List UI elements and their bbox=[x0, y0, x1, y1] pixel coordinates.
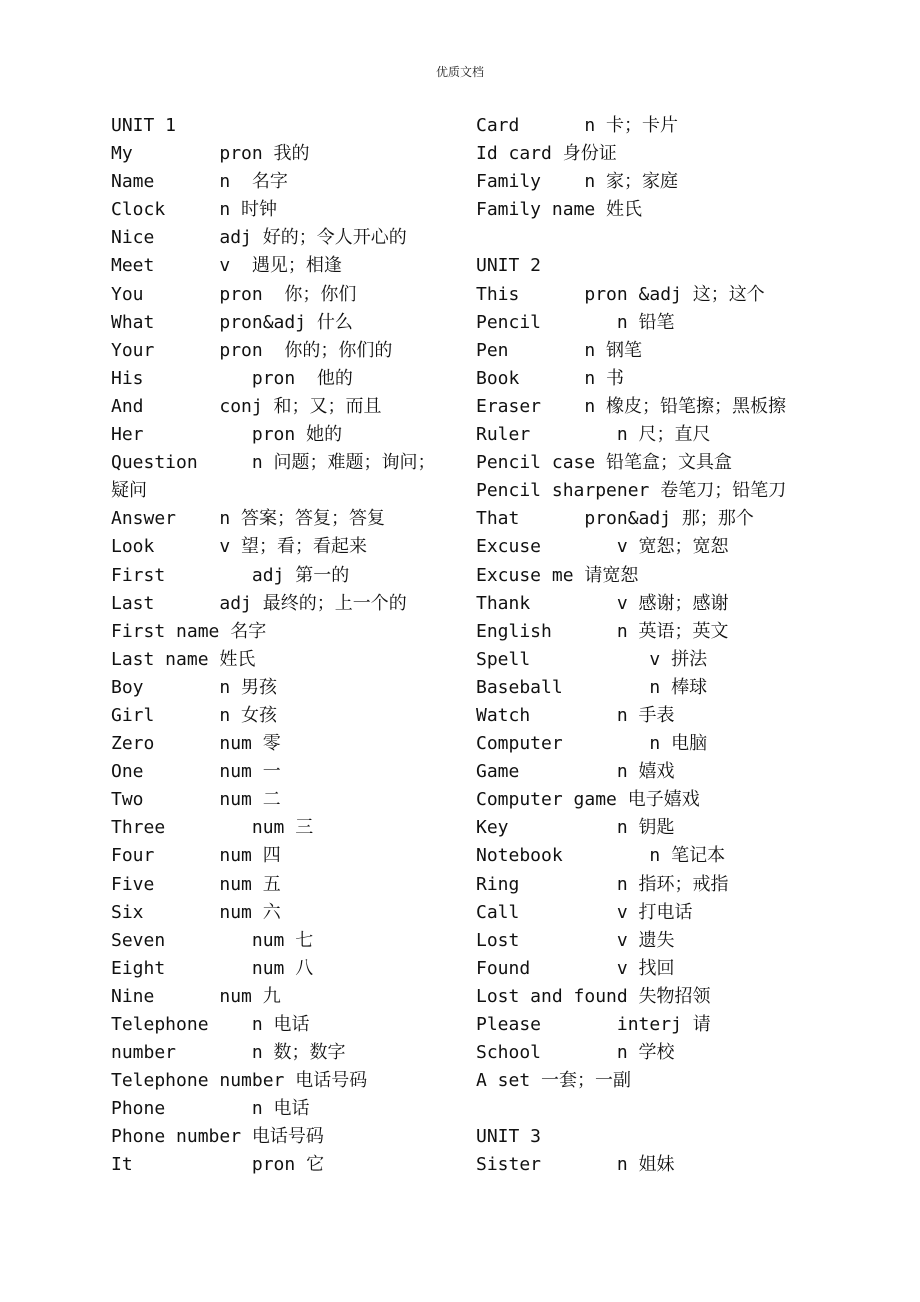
vocab-line: His pron 他的 bbox=[111, 367, 353, 389]
vocab-line: Phone number 电话号码 bbox=[111, 1126, 324, 1148]
vocab-line: Boy n 男孩 bbox=[111, 676, 278, 698]
vocab-line: Four num 四 bbox=[111, 845, 281, 867]
vocab-line: Ring n 指环；戒指 bbox=[476, 873, 729, 895]
vocab-line: Last adj 最终的；上一个的 bbox=[111, 592, 407, 614]
vocab-line: Excuse me 请宽恕 bbox=[476, 564, 639, 586]
vocab-line: Your pron 你的；你们的 bbox=[111, 339, 393, 361]
vocab-line: You pron 你；你们 bbox=[111, 283, 357, 305]
vocab-line: Three num 三 bbox=[111, 817, 314, 839]
vocab-line: First name 名字 bbox=[111, 620, 267, 642]
vocab-line: Sister n 姐妹 bbox=[476, 1154, 675, 1176]
vocab-line: Answer n 答案；答复；答复 bbox=[111, 508, 386, 530]
vocab-line: Telephone n 电话 bbox=[111, 1014, 310, 1035]
vocab-line: My pron 我的 bbox=[111, 143, 310, 165]
vocab-line: Lost and found 失物招领 bbox=[476, 985, 711, 1007]
vocab-line: UNIT 3 bbox=[476, 1126, 542, 1148]
vocab-line: A set 一套；一副 bbox=[476, 1070, 632, 1092]
vocab-line: This pron &adj 这；这个 bbox=[476, 283, 765, 305]
vocab-line: Zero num 零 bbox=[111, 733, 281, 755]
vocab-line: Card n 卡；卡片 bbox=[476, 115, 679, 136]
vocab-line: That pron&adj 那；那个 bbox=[476, 508, 754, 530]
vocab-line: Spell v 拼法 bbox=[476, 648, 708, 670]
vocab-line: Computer n 电脑 bbox=[476, 733, 708, 755]
vocab-column-right bbox=[476, 112, 820, 1180]
vocab-column-left bbox=[111, 112, 451, 1180]
vocab-line: Please interj 请 bbox=[476, 1014, 711, 1035]
vocab-line: Six num 六 bbox=[111, 901, 281, 923]
vocab-line: Pencil n 铅笔 bbox=[476, 311, 675, 333]
page-header: 优质文档 bbox=[435, 65, 484, 79]
vocab-line: Five num 五 bbox=[111, 873, 281, 895]
vocab-line: It pron 它 bbox=[111, 1154, 325, 1176]
vocab-line: Thank v 感谢；感谢 bbox=[476, 592, 729, 614]
vocab-line: Girl n 女孩 bbox=[111, 704, 278, 726]
vocab-line: One num 一 bbox=[111, 761, 281, 783]
vocab-line: UNIT 1 bbox=[111, 115, 177, 136]
vocab-line: Id card 身份证 bbox=[476, 143, 617, 165]
vocab-line: Name n 名字 bbox=[111, 171, 288, 193]
vocab-line: Family name 姓氏 bbox=[476, 199, 643, 221]
vocab-line: Baseball n 棒球 bbox=[476, 676, 708, 698]
vocab-line: Nice adj 好的；令人开心的 bbox=[111, 227, 407, 249]
vocab-line: Seven num 七 bbox=[111, 929, 314, 951]
vocab-line: School n 学校 bbox=[476, 1042, 675, 1064]
vocab-line: Phone n 电话 bbox=[111, 1098, 310, 1120]
vocab-line: Watch n 手表 bbox=[476, 704, 675, 726]
vocab-line: Family n 家；家庭 bbox=[476, 171, 679, 193]
vocab-line: And conj 和；又；而且 bbox=[111, 395, 382, 417]
vocab-line: Question n 问题；难题；询问； bbox=[111, 452, 436, 474]
vocab-line: English n 英语；英文 bbox=[476, 620, 729, 642]
vocab-line: Computer game 电子嬉戏 bbox=[476, 789, 700, 811]
vocab-line: Clock n 时钟 bbox=[111, 199, 278, 221]
vocab-line: Nine num 九 bbox=[111, 985, 281, 1007]
vocab-line: Meet v 遇见；相逢 bbox=[111, 255, 342, 277]
vocab-line: Book n 书 bbox=[476, 367, 625, 389]
vocab-line: Look v 望；看；看起来 bbox=[111, 536, 368, 558]
vocab-line: Last name 姓氏 bbox=[111, 648, 256, 670]
vocab-line: Game n 嬉戏 bbox=[476, 761, 675, 783]
vocab-line: Lost v 遗失 bbox=[476, 929, 675, 951]
vocab-line: Two num 二 bbox=[111, 789, 281, 811]
vocab-line: What pron&adj 什么 bbox=[111, 311, 353, 333]
vocab-line: Ruler n 尺；直尺 bbox=[476, 424, 711, 446]
vocab-line: First adj 第一的 bbox=[111, 564, 350, 586]
vocab-line: UNIT 2 bbox=[476, 255, 542, 277]
vocab-line: Telephone number 电话号码 bbox=[111, 1070, 368, 1092]
vocab-line: Eight num 八 bbox=[111, 957, 314, 979]
vocab-line: Her pron 她的 bbox=[111, 424, 343, 446]
vocab-line: Notebook n 笔记本 bbox=[476, 845, 726, 867]
vocab-line: 疑问 bbox=[111, 480, 147, 502]
vocab-line: Excuse v 宽恕；宽恕 bbox=[476, 536, 729, 558]
vocab-line: Found v 找回 bbox=[476, 957, 675, 979]
vocab-line: Key n 钥匙 bbox=[476, 817, 675, 839]
vocab-line: Call v 打电话 bbox=[476, 901, 693, 923]
vocab-line bbox=[476, 224, 820, 252]
vocab-line: Pencil sharpener 卷笔刀；铅笔刀 bbox=[476, 480, 787, 502]
vocab-line: Pencil case 铅笔盒；文具盒 bbox=[476, 452, 733, 474]
vocab-line bbox=[476, 1095, 820, 1123]
vocab-line: Eraser n 橡皮；铅笔擦；黑板擦 bbox=[476, 395, 787, 417]
vocab-line: Pen n 钢笔 bbox=[476, 339, 643, 361]
vocab-line: number n 数；数字 bbox=[111, 1042, 346, 1064]
